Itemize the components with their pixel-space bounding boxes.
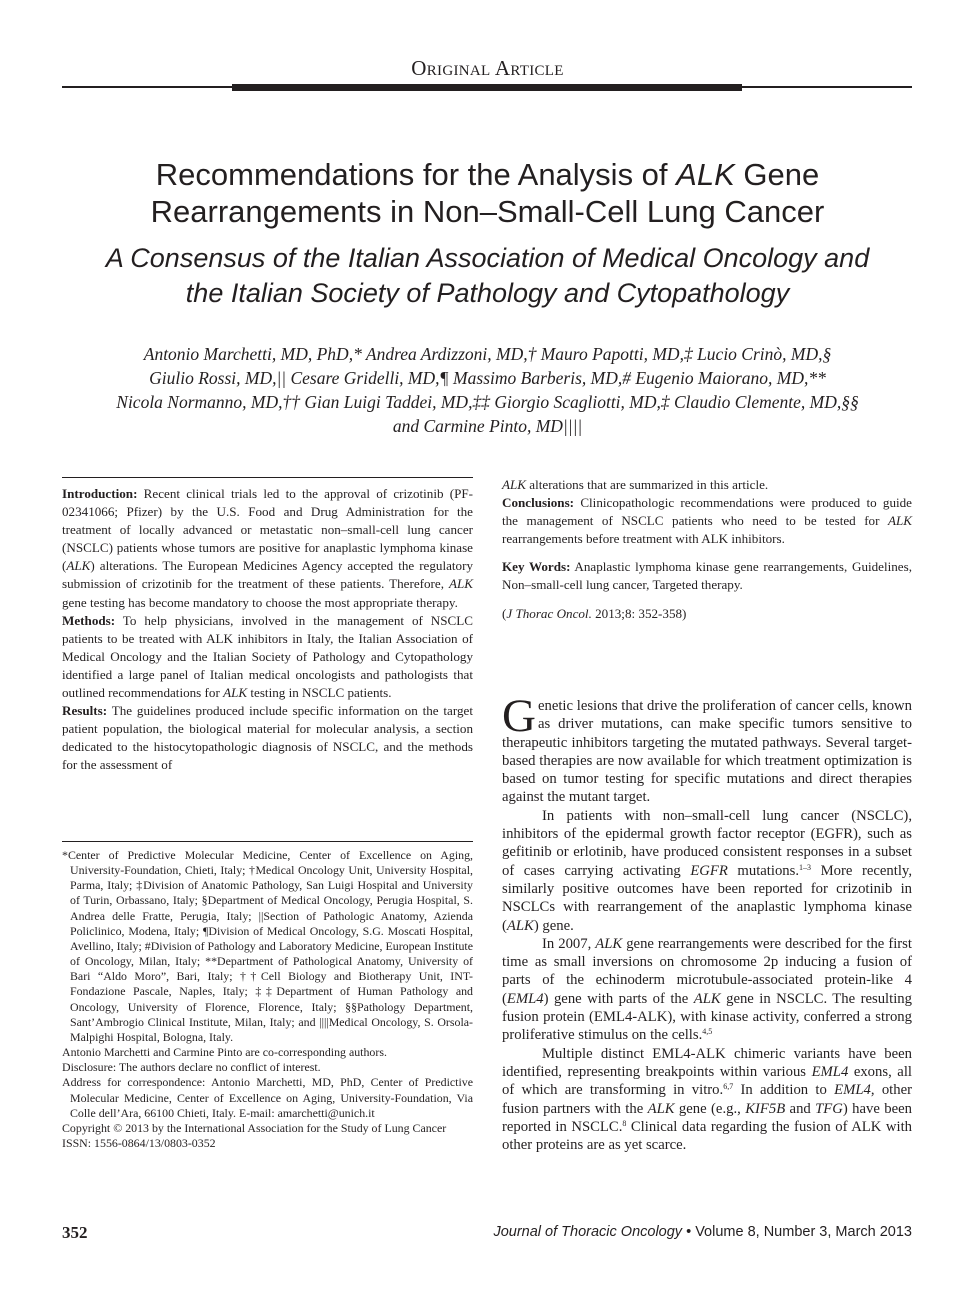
footnote-affiliations: *Center of Predictive Molecular Medicine, Center of Excellence on Aging, University-Foundation, Chieti, Italy; †Medical Oncology Unit, University Hospital, Parma, Italy; ‡Division of Anatomic Pathology, San Luigi Hospital and University of Turin, Orbassano, Italy; §Department of Medical Oncology, Perugia Hospital, S. Andrea delle Fratte, Perugia, Italy; ||Section of Pathologic Anatomy, Azienda Policlinico, Modena, Italy; ¶Division of Medical Oncology, S.G. Moscati Hospital, Avellino, Italy; #Division of Pathology and Laboratory Medicine, European Institute of Oncology, Milan, Italy; **Department of Pathological Anatomy, University of Bari “Aldo Moro”, Bari, Italy; ††Cell Biology and Biotherapy Unit, INT-Fondazione Pascale, Naples, Italy; ‡‡Department of Human Pathology and Oncology, University of Florence, Florence, Italy; §§Pathology Department, Sant’Ambrogio Clinical Institute, Milan, Italy; and ||||Medical Oncology, S. Orsola-Malpighi Hospital, Bologna, Italy. — [62, 848, 473, 1044]
reference-marker: 4,5 — [702, 1027, 713, 1037]
footnote-address: Address for correspondence: Antonio Marchetti, MD, PhD, Center of Predictive Molecular Medicine, Center of Excellence on Aging, University-Foundation, Via Colle dell’Ara, 66100 Chieti, Italy. E-mail: amarchetti@unich.it — [62, 1075, 473, 1120]
section-label-text: Original Article — [411, 56, 564, 80]
abstract-conclusions: Conclusions: Clinicopathologic recommendations were produced to guide the management of NSCLC patients who need to be tested for ALK rearrangements before treatment with ALK inhibitors. — [502, 495, 912, 547]
abstract-left-column — [62, 485, 473, 775]
body-paragraph-3: In 2007, ALK gene rearrangements were described for the first time as small inversions on chromosome 2p inducing a fusion of parts of the echinoderm microtubule-associated protein-like 4 (EML4) gene with parts of the ALK gene in NSCLC. The resulting fusion protein (EML4-ALK), with kinase activity, conferred a strong proliferative stimulus on the cells.$^{4,5}$ — [502, 935, 912, 1044]
keywords-label: Key Words: — [502, 559, 571, 575]
volume-info: Volume 8, Number 3, March 2013 — [695, 1224, 912, 1240]
abstract-keywords: Key Words: Anaplastic lymphoma kinase gene rearrangements, Guidelines, Non–small-cell lung cancer, Targeted therapy. — [502, 559, 912, 593]
title-text: Recommendations for the Analysis of — [155, 157, 677, 192]
footnote-disclosure: Disclosure: The authors declare no conflict of interest. — [62, 1060, 321, 1075]
article-subtitle-line-2: the Italian Society of Pathology and Cytopathology — [185, 278, 790, 308]
body-paragraph-4: Multiple distinct EML4-ALK chimeric variants have been identified, representing breakpoints within various EML4 exons, all of which are transforming in vitro.$^{6,7}$ In addition to EML4, other fusion partners with the ALK gene (e.g., KIF5B and TFG) have been reported in NSCLC.$^8$ Clinical data regarding the fusion of ALK with other proteins are as yet scarce. — [502, 1045, 913, 1154]
title-gene-italic: ALK — [676, 157, 735, 192]
journal-name: Journal of Thoracic Oncology — [493, 1224, 683, 1240]
author-line-1: Antonio Marchetti, MD, PhD,* Andrea Ardizzoni, MD,† Mauro Papotti, MD,‡ Lucio Crinò, MD,§ — [143, 344, 832, 364]
methods-label: Methods: — [62, 612, 116, 628]
reference-marker: 6,7 — [723, 1082, 734, 1092]
body-column — [502, 690, 913, 1154]
intro-label: Introduction: — [62, 486, 138, 501]
abstract-introduction: Introduction: Recent clinical trials led to the approval of crizotinib (PF-02341066; Pfizer) by the U.S. Food and Drug Administration for the treatment of locally advanced or metastatic non–small-cell lung cancer (NSCLC) patients whose tumors are positive for anaplastic lymphoma kinase (ALK) alterations. The European Medicines Agency accepted the regulatory submission of crizotinib for the treatment of these patients. Therefore, ALK gene testing has become mandatory to choose the most appropriate therapy. — [62, 486, 473, 610]
abstract-results: Results: The guidelines produced include specific information on the target patient population, the biological material for molecular analysis, a section dedicated to the histocytopathologic diagnosis of NSCLC, and the methods for the assessment of — [62, 703, 473, 773]
author-line-3: Nicola Normanno, MD,†† Gian Luigi Taddei, MD,‡‡ Giorgio Scagliotti, MD,‡ Claudio Clemente, MD,§§ — [116, 392, 859, 412]
abstract-right-column — [502, 476, 912, 623]
author-line-2: Giulio Rossi, MD,|| Cesare Gridelli, MD,¶ Massimo Barberis, MD,# Eugenio Maiorano, MD,** — [149, 368, 826, 388]
abstract-results-continued: ALK alterations that are summarized in this article. — [502, 477, 769, 492]
footnote-copyright: Copyright © 2013 by the International Association for the Study of Lung Cancer — [62, 1120, 447, 1135]
body-paragraph-1: Genetic lesions that drive the proliferation of cancer cells, known as driver mutations, can make specific tumors sensitive to therapeutic inhibitors targeting the mutated pathways. Several target-based therapies are now available for which treatment optimization is based on tumor testing for specific mutations and direct therapies against the mutant target. — [502, 690, 912, 806]
bullet-separator: • — [686, 1224, 692, 1240]
body-paragraph-2: In patients with non–small-cell lung cancer (NSCLC), inhibitors of the epidermal growth factor receptor (EGFR), such as gefitinib or erlotinib, have produced consistent responses in a subset of cases carrying activating EGFR mutations.$^{1-3}$ More recently, similarly positive outcomes have been reported for crizotinib in NSCLCs with rearrangement of the anaplastic lymphoma kinase (ALK) gene. — [502, 807, 912, 934]
footnote-issn: ISSN: 1556-0864/13/0803-0352 — [62, 1135, 216, 1150]
article-title-line-1 — [0, 157, 975, 193]
journal-info — [493, 1224, 912, 1240]
drop-cap: G — [502, 690, 536, 742]
footnotes — [62, 848, 473, 1151]
reference-marker: 8 — [622, 1118, 627, 1128]
footnote-rule — [62, 841, 473, 842]
article-subtitle-line-1: A Consensus of the Italian Association of Medical Oncology and — [105, 243, 870, 273]
abstract-top-rule — [62, 477, 473, 478]
section-label — [0, 56, 975, 81]
title-text: Gene — [734, 157, 820, 192]
author-line-4: and Carmine Pinto, MD|||| — [392, 416, 583, 436]
footnote-corresponding: Antonio Marchetti and Carmine Pinto are co-corresponding authors. — [62, 1045, 387, 1060]
conclusions-label: Conclusions: — [502, 495, 575, 511]
header-rule-thick — [232, 84, 742, 91]
results-label: Results: — [62, 703, 108, 719]
reference-marker: 1–3 — [799, 862, 812, 872]
article-title-line-2: Rearrangements in Non–Small-Cell Lung Cancer — [150, 194, 825, 229]
abstract-methods: Methods: To help physicians, involved in the management of NSCLC patients to be treated with ALK inhibitors in Italy, the Italian Association of Medical Oncology and the Italian Society of Pathology and Cytopathology identified a large panel of Italian medical oncologists and pathologists that outlined recommendations for ALK testing in NSCLC patients. — [62, 612, 473, 701]
abstract-citation: (J Thorac Oncol. 2013;8: 352-358) — [502, 605, 687, 621]
page-number: 352 — [62, 1223, 88, 1242]
